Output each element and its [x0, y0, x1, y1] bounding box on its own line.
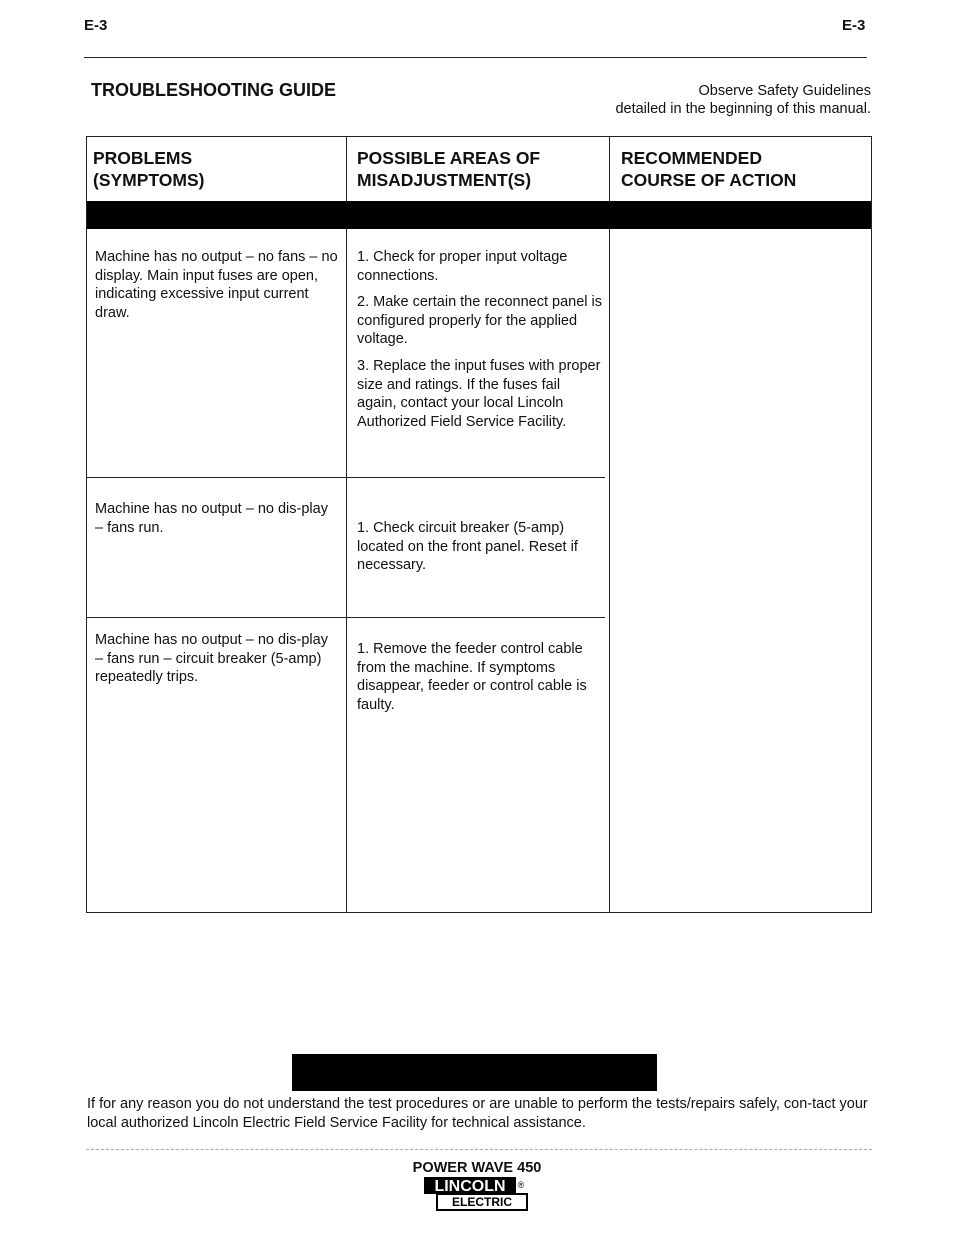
cause-item: 1. Check circuit breaker (5-amp) located on the front panel. Reset if necessary. [357, 520, 578, 574]
header-rule [84, 57, 867, 58]
page-number-right: E-3 [842, 17, 866, 34]
row-divider-2 [87, 617, 605, 618]
lincoln-electric-logo-icon [423, 1176, 531, 1212]
model-name: POWER WAVE 450 [412, 1160, 542, 1176]
cause-item: 1. Remove the feeder control cable from the machine. If symptoms disappear, feeder or control cable is faulty. [357, 641, 587, 713]
logo-text-top: LINCOLN [434, 1178, 506, 1195]
column-header-problems [93, 147, 205, 191]
page-number-left: E-3 [84, 17, 108, 34]
section-heading-bar [87, 201, 871, 229]
safety-notice-line1: Observe Safety Guidelines [698, 83, 871, 99]
column-header-causes-line2: MISADJUSTMENT(S) [357, 170, 532, 190]
logo-registered-mark: ® [517, 1180, 525, 1190]
safety-notice [615, 82, 871, 118]
cause-item: 2. Make certain the reconnect panel is configured properly for the applied voltage. [357, 294, 603, 348]
troubleshooting-table [86, 136, 872, 913]
logo-text-bottom: ELECTRIC [452, 1195, 512, 1209]
column-divider-1 [346, 137, 347, 912]
column-header-causes-line1: POSSIBLE AREAS OF [357, 148, 541, 168]
causes-cell-2 [357, 519, 603, 583]
cause-item: 1. Check for proper input voltage connections. [357, 249, 568, 284]
lincoln-electric-logo [423, 1176, 531, 1217]
column-header-problems-line1: PROBLEMS [93, 148, 193, 168]
column-header-causes [357, 147, 540, 191]
problem-cell-1: Machine has no output – no fans – no display. Main input fuses are open, indicating excessive input current draw. [95, 249, 338, 321]
row-divider-1 [87, 477, 605, 478]
assistance-note: If for any reason you do not understand the test procedures or are unable to perform the tests/repairs safely, con-tact your local authorized Lincoln Electric Field Service Facility for technical assistance. [87, 1096, 868, 1131]
safety-notice-line2: detailed in the beginning of this manual. [615, 101, 871, 117]
caution-bar [292, 1054, 657, 1091]
column-header-problems-line2: (SYMPTOMS) [93, 170, 205, 190]
cause-item: 3. Replace the input fuses with proper size and ratings. If the fuses fail again, contact your local Lincoln Authorized Field Service Facility. [357, 357, 601, 430]
problem-cell-3: Machine has no output – no dis-play – fans run – circuit breaker (5-amp) repeatedly trips. [95, 632, 328, 686]
column-header-action [621, 147, 796, 191]
column-header-action-line2: COURSE OF ACTION [621, 170, 797, 190]
column-divider-2 [609, 137, 610, 912]
problem-cell-2: Machine has no output – no dis-play – fans run. [95, 501, 328, 536]
column-header-action-line1: RECOMMENDED [621, 148, 762, 168]
causes-cell-3 [357, 640, 603, 722]
footer-divider [86, 1149, 872, 1150]
page-title: TROUBLESHOOTING GUIDE [91, 80, 337, 100]
causes-cell-1 [357, 248, 603, 439]
